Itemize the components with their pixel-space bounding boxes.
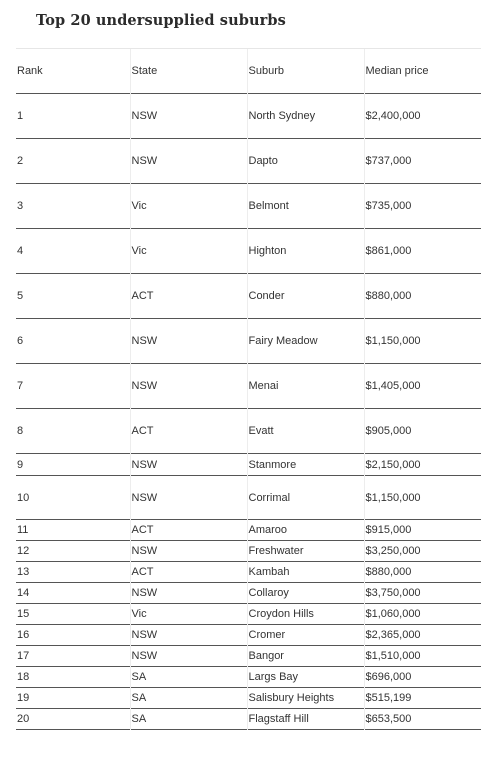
table-row xyxy=(16,667,481,688)
cell-rank: 1 xyxy=(17,110,24,122)
cell-median-price: $1,150,000 xyxy=(364,476,481,520)
cell-suburb: Amaroo xyxy=(247,520,364,541)
cell-suburb: Croydon Hills xyxy=(247,604,364,625)
cell-rank: 14 xyxy=(17,587,30,599)
cell-state: SA xyxy=(130,667,247,688)
cell-suburb: Collaroy xyxy=(247,583,364,604)
cell-rank: 7 xyxy=(17,380,24,392)
cell-rank: 12 xyxy=(17,545,30,557)
cell-state: NSW xyxy=(130,541,247,562)
cell-state: NSW xyxy=(130,583,247,604)
cell-median-price: $1,510,000 xyxy=(364,646,481,667)
cell-median-price: $1,405,000 xyxy=(364,364,481,409)
table-row xyxy=(16,274,481,319)
cell-rank: 9 xyxy=(17,458,24,471)
cell-state: NSW xyxy=(130,319,247,364)
page-title: Top 20 undersupplied suburbs xyxy=(36,12,286,29)
cell-rank: 20 xyxy=(17,713,30,725)
table-row xyxy=(16,364,481,409)
cell-median-price: $2,400,000 xyxy=(364,94,481,139)
cell-rank: 11 xyxy=(17,524,29,536)
header-rank: Rank xyxy=(16,49,130,94)
cell-rank: 17 xyxy=(17,650,30,662)
cell-suburb: Evatt xyxy=(247,409,364,454)
table-row xyxy=(16,520,481,541)
cell-median-price: $2,150,000 xyxy=(364,454,481,476)
cell-suburb: North Sydney xyxy=(247,94,364,139)
table-row xyxy=(16,562,481,583)
cell-median-price: $861,000 xyxy=(364,229,481,274)
table-row xyxy=(16,604,481,625)
cell-state: ACT xyxy=(130,562,247,583)
cell-state: NSW xyxy=(130,94,247,139)
cell-rank: 2 xyxy=(17,155,24,167)
header-median-price: Median price xyxy=(364,49,481,94)
cell-state: NSW xyxy=(130,625,247,646)
cell-median-price: $915,000 xyxy=(364,520,481,541)
table-row xyxy=(16,454,481,476)
cell-suburb: Largs Bay xyxy=(247,667,364,688)
cell-state: NSW xyxy=(130,646,247,667)
cell-state: NSW xyxy=(130,364,247,409)
cell-suburb: Kambah xyxy=(247,562,364,583)
table-row xyxy=(16,229,481,274)
cell-rank: 6 xyxy=(17,335,24,347)
cell-median-price: $653,500 xyxy=(364,709,481,730)
table-header-row xyxy=(16,49,481,94)
table-row xyxy=(16,541,481,562)
table-row xyxy=(16,184,481,229)
suburbs-table xyxy=(16,48,481,730)
cell-state: Vic xyxy=(130,229,247,274)
cell-suburb: Belmont xyxy=(247,184,364,229)
cell-suburb: Fairy Meadow xyxy=(247,319,364,364)
cell-rank: 3 xyxy=(17,200,24,212)
cell-suburb: Conder xyxy=(247,274,364,319)
cell-suburb: Menai xyxy=(247,364,364,409)
cell-median-price: $735,000 xyxy=(364,184,481,229)
table-row xyxy=(16,409,481,454)
table-row xyxy=(16,709,481,730)
cell-state: SA xyxy=(130,688,247,709)
cell-suburb: Highton xyxy=(247,229,364,274)
cell-suburb: Freshwater xyxy=(247,541,364,562)
cell-median-price: $2,365,000 xyxy=(364,625,481,646)
cell-median-price: $3,250,000 xyxy=(364,541,481,562)
cell-state: NSW xyxy=(130,139,247,184)
cell-state: NSW xyxy=(130,454,247,476)
table-row xyxy=(16,139,481,184)
cell-suburb: Salisbury Heights xyxy=(247,688,364,709)
cell-median-price: $3,750,000 xyxy=(364,583,481,604)
header-state: State xyxy=(130,49,247,94)
table-row xyxy=(16,319,481,364)
cell-rank: 10 xyxy=(17,491,30,504)
table-row xyxy=(16,94,481,139)
cell-median-price: $515,199 xyxy=(364,688,481,709)
table-row xyxy=(16,476,481,520)
cell-rank: 16 xyxy=(17,629,30,641)
cell-state: ACT xyxy=(130,520,247,541)
table-row xyxy=(16,688,481,709)
cell-state: Vic xyxy=(130,604,247,625)
cell-median-price: $880,000 xyxy=(364,562,481,583)
cell-rank: 13 xyxy=(17,566,30,578)
cell-median-price: $1,060,000 xyxy=(364,604,481,625)
cell-suburb: Stanmore xyxy=(247,454,364,476)
cell-state: SA xyxy=(130,709,247,730)
cell-rank: 19 xyxy=(17,692,30,704)
cell-suburb: Dapto xyxy=(247,139,364,184)
cell-median-price: $737,000 xyxy=(364,139,481,184)
cell-median-price: $905,000 xyxy=(364,409,481,454)
cell-state: ACT xyxy=(130,274,247,319)
cell-suburb: Bangor xyxy=(247,646,364,667)
cell-suburb: Cromer xyxy=(247,625,364,646)
cell-suburb: Flagstaff Hill xyxy=(247,709,364,730)
cell-median-price: $696,000 xyxy=(364,667,481,688)
cell-rank: 8 xyxy=(17,425,24,437)
cell-rank: 5 xyxy=(17,290,24,302)
table-row xyxy=(16,625,481,646)
cell-rank: 18 xyxy=(17,671,30,683)
cell-rank: 15 xyxy=(17,608,30,620)
cell-median-price: $880,000 xyxy=(364,274,481,319)
cell-median-price: $1,150,000 xyxy=(364,319,481,364)
cell-rank: 4 xyxy=(17,245,24,257)
header-suburb: Suburb xyxy=(247,49,364,94)
cell-suburb: Corrimal xyxy=(247,476,364,520)
cell-state: NSW xyxy=(130,476,247,520)
table-row xyxy=(16,583,481,604)
cell-state: Vic xyxy=(130,184,247,229)
cell-state: ACT xyxy=(130,409,247,454)
table-row xyxy=(16,646,481,667)
